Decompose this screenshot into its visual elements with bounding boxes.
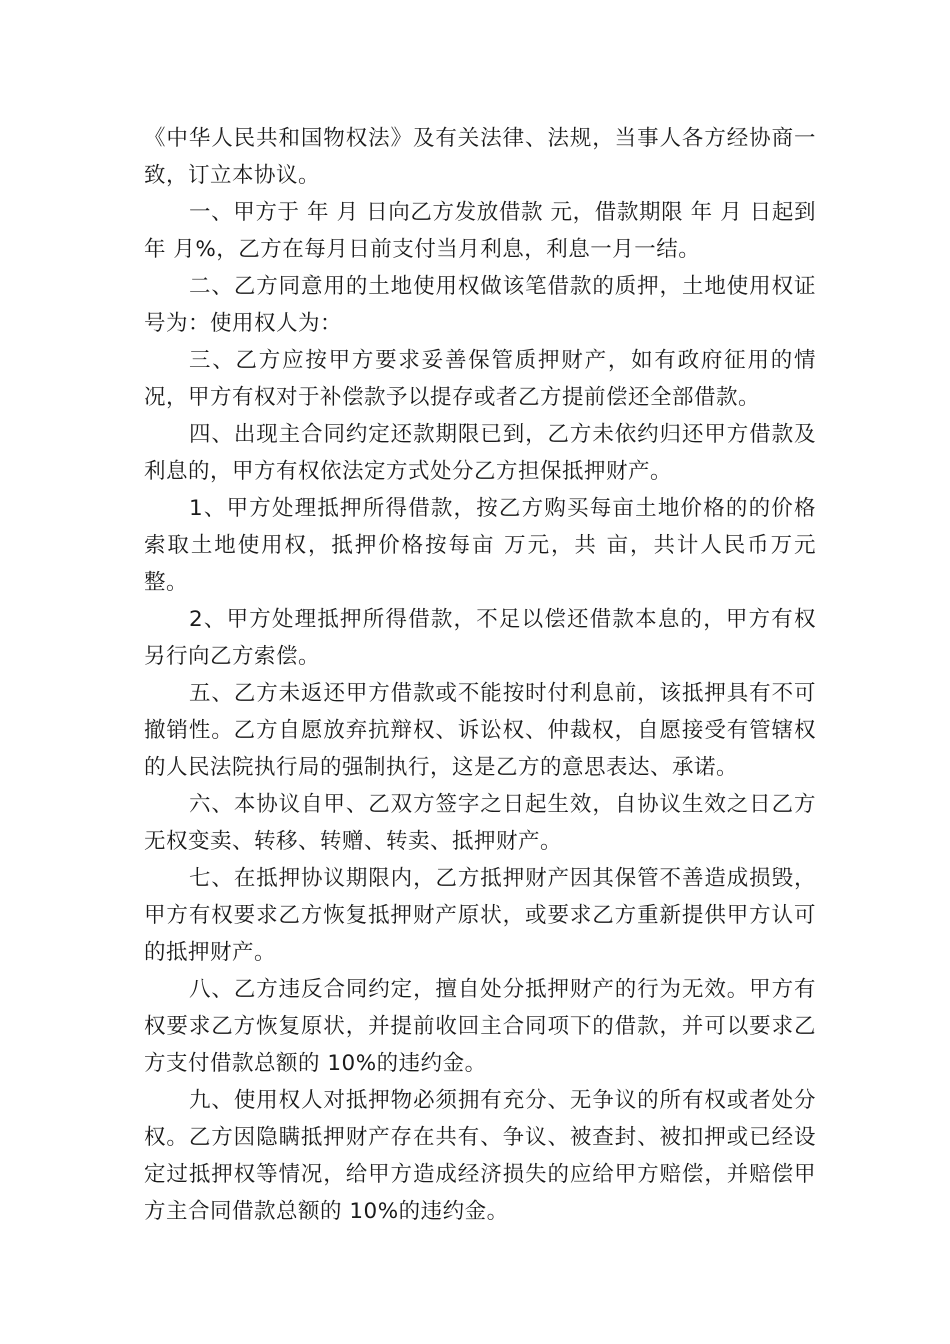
paragraph-clause-2: 二、乙方同意用的土地使用权做该笔借款的质押，土地使用权证号为：使用权人为： [144, 274, 816, 336]
paragraph-clause-4-item-1: 1、甲方处理抵押所得借款，按乙方购买每亩土地价格的的价格索取土地使用权，抵押价格按每亩 万元，共 亩，共计人民币万元整。 [144, 496, 816, 595]
paragraph-clause-7: 七、在抵押协议期限内，乙方抵押财产因其保管不善造成损毁，甲方有权要求乙方恢复抵押财产原状，或要求乙方重新提供甲方认可的抵押财产。 [144, 866, 816, 965]
paragraph-clause-1: 一、甲方于 年 月 日向乙方发放借款 元，借款期限 年 月 日起到年 月%，乙方在每月日前支付当月利息，利息一月一结。 [144, 200, 816, 262]
paragraph-clause-3: 三、乙方应按甲方要求妥善保管质押财产，如有政府征用的情况，甲方有权对于补偿款予以提存或者乙方提前偿还全部借款。 [144, 348, 816, 410]
document-body [144, 120, 816, 1230]
paragraph-clause-4: 四、出现主合同约定还款期限已到，乙方未依约归还甲方借款及利息的，甲方有权依法定方式处分乙方担保抵押财产。 [144, 422, 816, 484]
paragraph-clause-4-item-2: 2、甲方处理抵押所得借款，不足以偿还借款本息的，甲方有权另行向乙方索偿。 [144, 607, 816, 669]
paragraph-intro: 《中华人民共和国物权法》及有关法律、法规，当事人各方经协商一致，订立本协议。 [144, 126, 816, 188]
paragraph-clause-5: 五、乙方未返还甲方借款或不能按时付利息前，该抵押具有不可撤销性。乙方自愿放弃抗辩权、诉讼权、仲裁权，自愿接受有管辖权的人民法院执行局的强制执行，这是乙方的意思表达、承诺。 [144, 681, 816, 780]
paragraph-clause-8: 八、乙方违反合同约定，擅自处分抵押财产的行为无效。甲方有权要求乙方恢复原状，并提前收回主合同项下的借款，并可以要求乙方支付借款总额的 10%的违约金。 [144, 977, 816, 1076]
paragraph-clause-6: 六、本协议自甲、乙双方签字之日起生效，自协议生效之日乙方无权变卖、转移、转赠、转卖、抵押财产。 [144, 792, 816, 854]
paragraph-clause-9: 九、使用权人对抵押物必须拥有充分、无争议的所有权或者处分权。乙方因隐瞒抵押财产存在共有、争议、被查封、被扣押或已经设定过抵押权等情况，给甲方造成经济损失的应给甲方赔偿，并赔偿甲方主合同借款总额的 10%的违约金。 [144, 1088, 816, 1224]
